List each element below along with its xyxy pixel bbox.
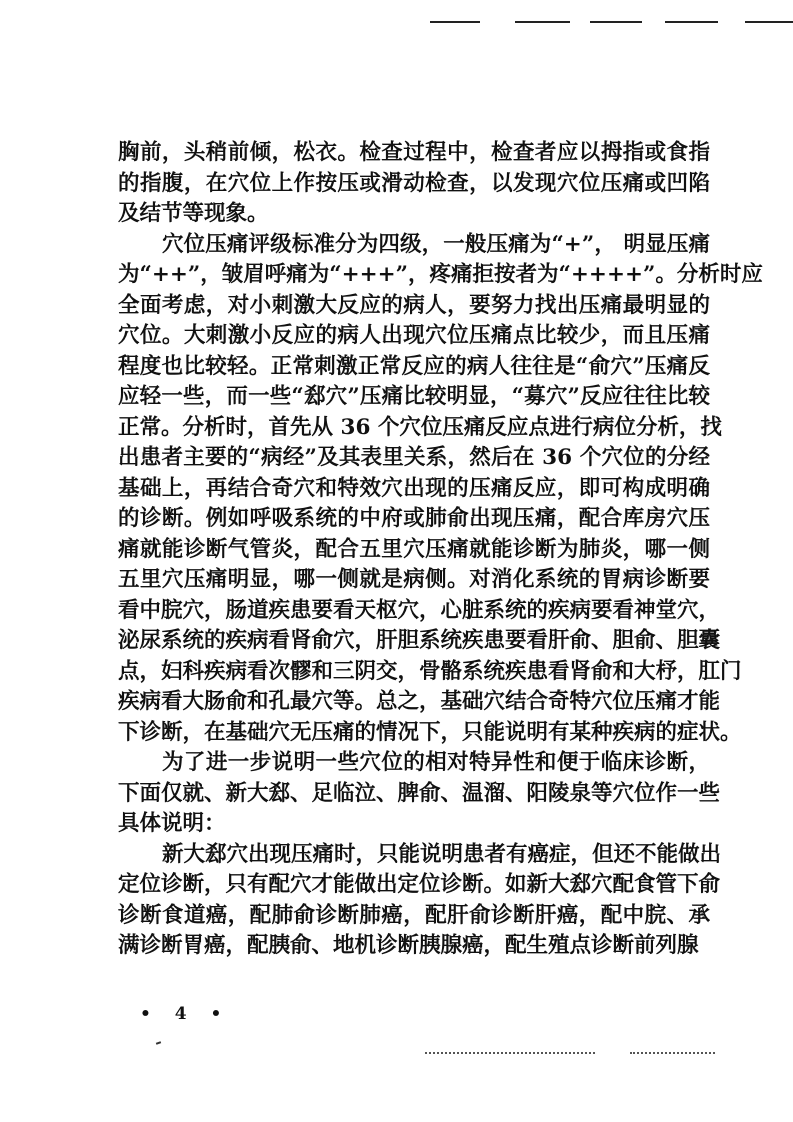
text-line: 诊断食道癌，配肺俞诊断肺癌，配肝俞诊断肝癌，配中脘、承 (118, 902, 710, 928)
text-line: 应轻一些，而一些“郄穴”压痛比较明显，“募穴”反应往往比较 (118, 384, 710, 409)
body-text (118, 138, 763, 962)
text-line: 穴位压痛评级标准分为四级，一般压痛为“+”， 明显压痛 (162, 231, 710, 257)
text-line: 满诊断胃癌，配胰俞、地机诊断胰腺癌，配生殖点诊断前列腺 (118, 933, 699, 958)
header-rule-1 (430, 21, 480, 23)
text-line: 正常。分析时，首先从 36 个穴位压痛反应点进行病位分析，找 (118, 414, 722, 440)
text-line: 痛就能诊断气管炎，配合五里穴压痛就能诊断为肺炎，哪一侧 (118, 536, 710, 562)
header-rule-5 (745, 21, 793, 23)
text-line: 具体说明： (118, 811, 226, 836)
text-line: 点，妇科疾病看次髎和三阴交，骨骼系统疾患看肾俞和大杼，肛门 (118, 658, 742, 684)
page-number: • 4 • (140, 1004, 231, 1024)
header-rule-3 (590, 21, 642, 23)
text-line: 的指腹，在穴位上作按压或滑动检查，以发现穴位压痛或凹陷 (118, 170, 710, 196)
text-line: 定位诊断，只有配穴才能做出定位诊断。如新大郄穴配食管下俞 (118, 872, 721, 897)
text-line: 出患者主要的“病经”及其表里关系，然后在 36 个穴位的分经 (118, 445, 710, 470)
text-line: 为“++”，皱眉呼痛为“+++”，疼痛拒按者为“++++”。分析时应 (118, 262, 763, 287)
text-line: 五里穴压痛明显，哪一侧就是病侧。对消化系统的胃病诊断要 (118, 567, 710, 592)
text-line: 基础上，再结合奇穴和特效穴出现的压痛反应，即可构成明确 (118, 475, 710, 501)
header-rule-2 (515, 21, 570, 23)
text-line: 泌尿系统的疾病看肾俞穴，肝胆系统疾患要看肝俞、胆俞、胆囊 (118, 628, 721, 653)
footer-dotted-rule-2 (630, 1052, 715, 1054)
text-line: 及结节等现象。 (118, 201, 269, 226)
text-line: 为了进一步说明一些穴位的相对特异性和便于临床诊断， (162, 750, 710, 775)
text-line: 下面仅就、新大郄、足临泣、脾俞、温溜、阳陵泉等穴位作一些 (118, 780, 721, 806)
text-line: 穴位。大刺激小反应的病人出现穴位压痛点比较少，而且压痛 (118, 323, 710, 348)
text-line: 全面考虑，对小刺激大反应的病人，要努力找出压痛最明显的 (118, 292, 710, 318)
footer-dotted-rule-1 (425, 1052, 595, 1054)
text-line: 新大郄穴出现压痛时，只能说明患者有癌症，但还不能做出 (162, 841, 722, 867)
header-rule-4 (665, 21, 718, 23)
text-line: 下诊断，在基础穴无压痛的情况下，只能说明有某种疾病的症状。 (118, 719, 742, 745)
text-line: 程度也比较轻。正常刺激正常反应的病人往往是“俞穴”压痛反 (118, 353, 710, 379)
text-line: 的诊断。例如呼吸系统的中府或肺俞出现压痛，配合库房穴压 (118, 506, 710, 531)
text-line: 看中脘穴，肠道疾患要看天枢穴，心脏系统的疾病要看神堂穴， (118, 597, 721, 623)
text-line: 胸前，头稍前倾，松衣。检查过程中，检查者应以拇指或食指 (118, 140, 710, 165)
scan-mark (156, 1041, 161, 1045)
text-line: 疾病看大肠俞和孔最穴等。总之，基础穴结合奇特穴位压痛才能 (118, 689, 721, 714)
